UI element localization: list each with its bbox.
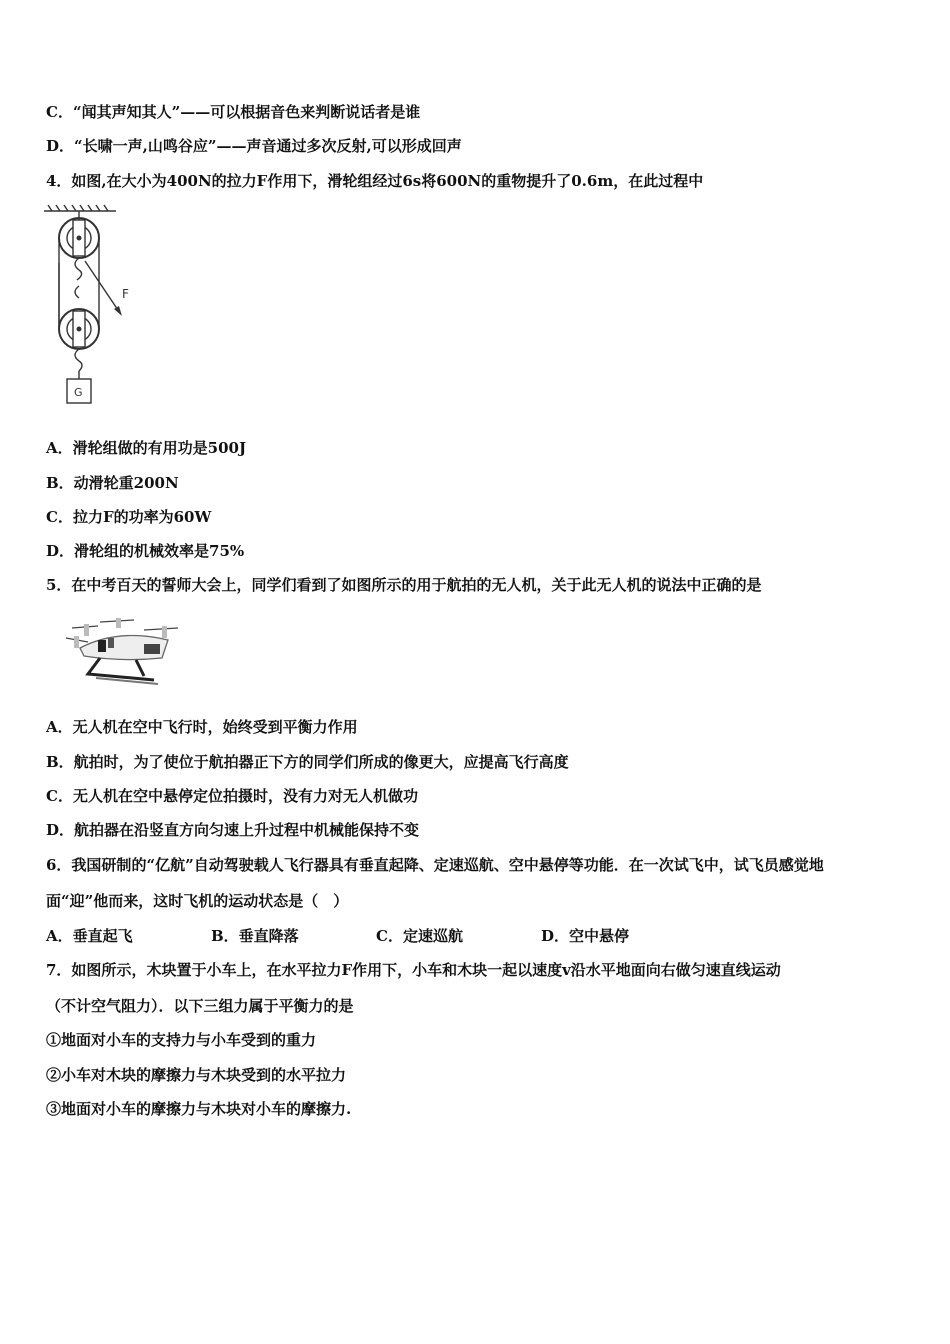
drone-image (58, 614, 184, 694)
question-6-option-c: C．定速巡航 (376, 927, 463, 945)
question-4-option-b: B．动滑轮重200N (46, 474, 179, 492)
question-4-option-a: A．滑轮组做的有用功是500J (46, 439, 247, 457)
question-4-option-d: D．滑轮组的机械效率是75% (46, 542, 245, 560)
question-4-stem: 4．如图,在大小为400N的拉力F作用下，滑轮组经过6s将600N的重物提升了0.6m，在此过程中 (46, 172, 704, 190)
question-5-option-c: C．无人机在空中悬停定位拍摄时，没有力对无人机做功 (46, 787, 418, 805)
question-6-option-d: D．空中悬停 (541, 927, 630, 945)
question-5-option-a: A．无人机在空中飞行时，始终受到平衡力作用 (46, 718, 358, 736)
pulley-figure (40, 203, 150, 413)
question-6-stem-line2: 面“迎”他而来，这时飞机的运动状态是（ ） (46, 892, 349, 910)
weight-label: G (74, 386, 83, 399)
question-5-stem: 5．在中考百天的誓师大会上，同学们看到了如图所示的用于航拍的无人机，关于此无人机的说法中正确的是 (46, 576, 762, 594)
question-6-options (46, 926, 629, 946)
question-5-option-b: B．航拍时，为了使位于航拍器正下方的同学们所成的像更大，应提高飞行高度 (46, 753, 569, 771)
question-7-item-3: ③地面对小车的摩擦力与木块对小车的摩擦力. (46, 1100, 352, 1118)
question-5-option-d: D．航拍器在沿竖直方向匀速上升过程中机械能保持不变 (46, 821, 420, 839)
question-6-option-a: A．垂直起飞 (46, 927, 133, 945)
question-4-option-c: C．拉力F的功率为60W (46, 508, 212, 526)
question-7-stem-line2: （不计空气阻力）．以下三组力属于平衡力的是 (46, 997, 354, 1015)
question-6-stem-line1: 6．我国研制的“亿航”自动驾驶载人飞行器具有垂直起降、定速巡航、空中悬停等功能．在一次试飞中，试飞员感觉地 (46, 856, 824, 874)
question-7-item-2: ②小车对木块的摩擦力与木块受到的水平拉力 (46, 1066, 347, 1084)
top-option-d: D．“长啸一声,山鸣谷应”——声音通过多次反射,可以形成回声 (46, 137, 462, 155)
force-label: F (122, 287, 129, 301)
question-7-stem-line1: 7．如图所示，木块置于小车上，在水平拉力F作用下，小车和木块一起以速度v沿水平地面向右做匀速直线运动 (46, 961, 781, 979)
top-option-c: C．“闻其声知其人”——可以根据音色来判断说话者是谁 (46, 103, 421, 121)
question-7-item-1: ①地面对小车的支持力与小车受到的重力 (46, 1031, 317, 1049)
question-6-option-b: B．垂直降落 (211, 927, 299, 945)
